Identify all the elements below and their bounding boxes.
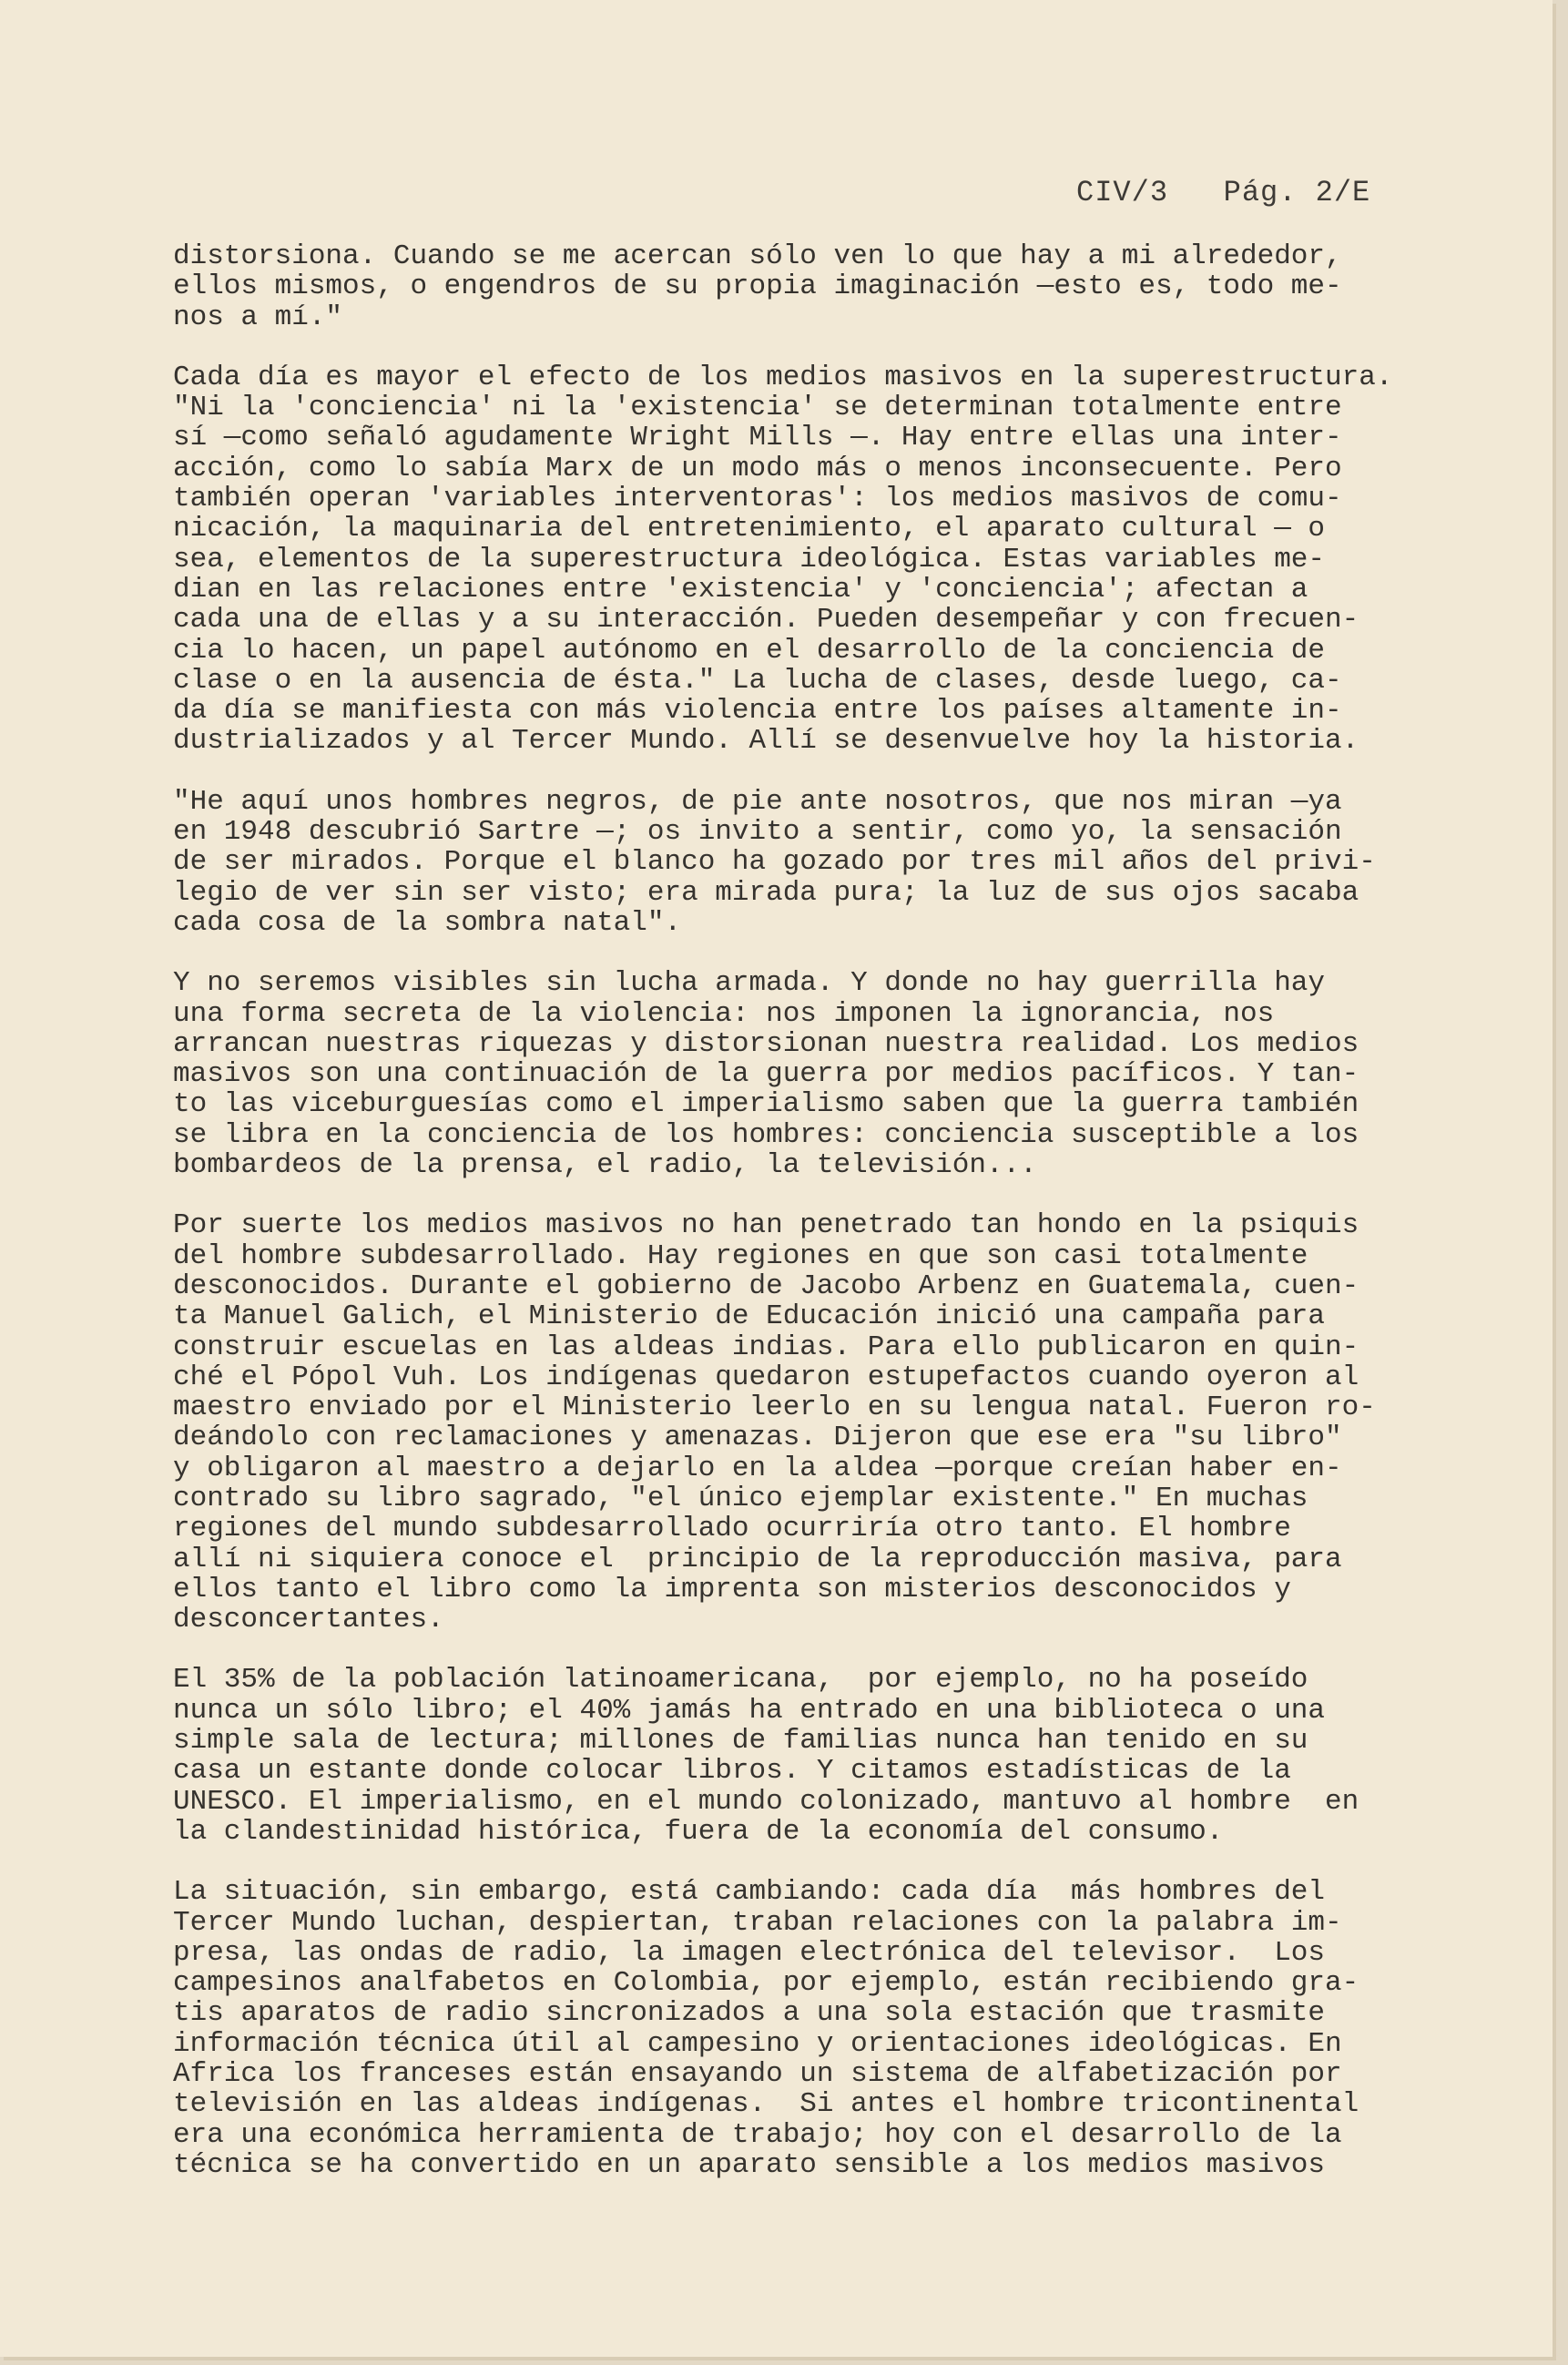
paragraph-sartre-quote: "He aquí unos hombres negros, de pie ante nosotros, que nos miran —ya en 1948 descubrió Sartre —; os invito a sentir, como yo, la sensación de ser mirados. Porque el blanco ha gozado por tres mil años del privi- legio de ver sin ser visto; era mirada pura; la luz de sus ojos sacaba cada cosa de la sombra natal".	[173, 785, 1376, 939]
paragraph-superestructura: Cada día es mayor el efecto de los medios masivos en la superestructura. "Ni la 'conciencia' ni la 'existencia' se determinan totalmente entre sí —como señaló agudamente Wright Mills —. Hay entre ellas una inter- acción, como lo sabía Marx de un modo más o menos inconsecuente. Pero también operan 'variables interventoras': los medios masivos de comu- nicación, la maquinaria del entretenimiento, el aparato cultural — o sea, elementos de la superestructura ideológica. Estas variables me- dian en las relaciones entre 'existencia' y 'conciencia'; afectan a cada una de ellas y a su interacción. Pueden desempeñar y con frecuen- cia lo hacen, un papel autónomo en el desarrollo de la conciencia de clase o en la ausencia de ésta." La lucha de clases, desde luego, ca- da día se manifiesta con más violencia entre los países altamente in- dustrializados y al Tercer Mundo. Allí se desenvuelve hoy la historia.	[173, 361, 1393, 758]
paragraph-situacion: La situación, sin embargo, está cambiando: cada día más hombres del Tercer Mundo luchan, despiertan, traban relaciones con la palabra im- presa, las ondas de radio, la imagen electrónica del televisor. Los campesinos analfabetos en Colombia, por ejemplo, están recibiendo gra- tis aparatos de radio sincronizados a una sola estación que trasmite información técnica útil al campesino y orientaciones ideológicas. En Africa los franceses están ensayando un sistema de alfabetización por televisión en las aldeas indígenas. Si antes el hombre tricontinental era una económica herramienta de trabajo; hoy con el desarrollo de la técnica se ha convertido en un aparato sensible a los medios masivos	[173, 1876, 1359, 2181]
paragraph-lucha-armada: Y no seremos visibles sin lucha armada. Y donde no hay guerrilla hay una forma secreta de la violencia: nos imponen la ignorancia, nos arrancan nuestras riquezas y distorsionan nuestra realidad. Los medios masivos son una continuación de la guerra por medios pacíficos. Y tan- to las viceburguesías como el imperialismo saben que la guerra también se libra en la conciencia de los hombres: conciencia susceptible a los bombardeos de la prensa, el radio, la televisión...	[173, 967, 1359, 1182]
paragraph-popol-vuh: Por suerte los medios masivos no han penetrado tan hondo en la psiquis del hombre subdesarrollado. Hay regiones en que son casi totalmente desconocidos. Durante el gobierno de Jacobo Arbenz en Guatemala, cuen- ta Manuel Galich, el Ministerio de Educación inició una campaña para construir escuelas en las aldeas indias. Para ello publicaron en quin- ché el Pópol Vuh. Los indígenas quedaron estupefactos cuando oyeron al maestro enviado por el Ministerio leerlo en su lengua natal. Fueron ro- deándolo con reclamaciones y amenazas. Dijeron que ese era "su libro" y obligaron al maestro a dejarlo en la aldea —porque creían haber en- contrado su libro sagrado, "el único ejemplar existente." En muchas regiones del mundo subdesarrollado ocurriría otro tanto. El hombre allí ni siquiera conoce el principio de la reproducción masiva, para ellos tanto el libro como la imprenta son misterios desconocidos y desconcertantes.	[173, 1209, 1376, 1636]
document-body	[173, 241, 1512, 2210]
paragraph-estadisticas: El 35% de la población latinoamericana, por ejemplo, no ha poseído nunca un sólo libro; el 40% jamás ha entrado en una biblioteca o una simple sala de lectura; millones de familias nunca han tenido en su casa un estante donde colocar libros. Y citamos estadísticas de la UNESCO. El imperialismo, en el mundo colonizado, mantuvo al hombre en la clandestinidad histórica, fuera de la economía del consumo.	[173, 1664, 1359, 1848]
paragraph-distorsiona: distorsiona. Cuando se me acercan sólo ven lo que hay a mi alrededor, ellos mismos, o engendros de su propia imaginación —esto es, todo me- nos a mí."	[173, 240, 1342, 333]
page-reference: CIV/3 Pág. 2/E	[1076, 176, 1371, 209]
